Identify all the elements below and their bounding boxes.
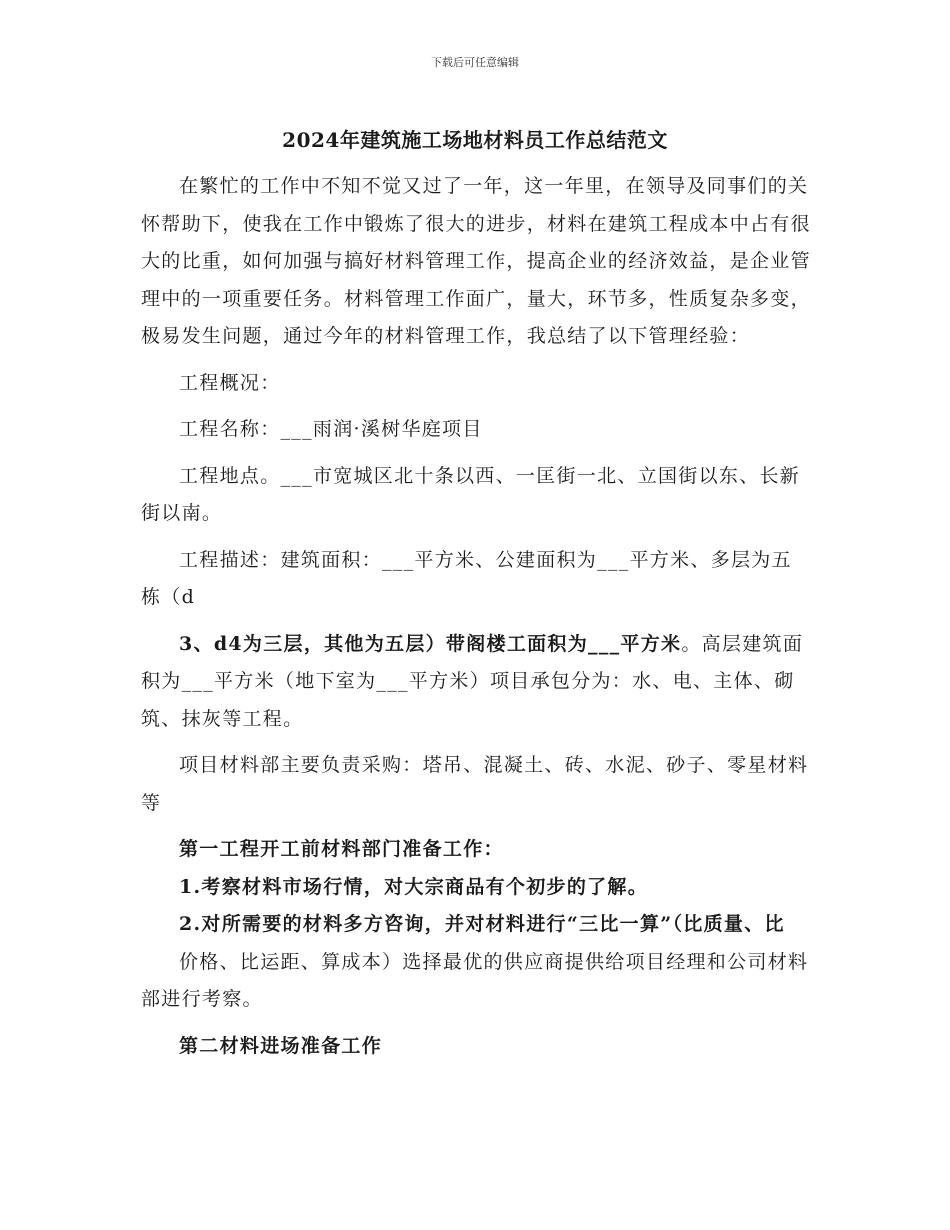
project-description-bold: 3、d4为三层，其他为五层）带阁楼工面积为___平方米	[179, 632, 682, 655]
list-item-2-continuation: 价格、比运距、算成本）选择最优的供应商提供给项目经理和公司材料部进行考察。	[141, 950, 809, 1010]
overview-heading: 工程概况：	[179, 371, 281, 394]
section2-heading: 第二材料进场准备工作	[179, 1034, 383, 1057]
document-title: 2024年建筑施工场地材料员工作总结范文	[282, 128, 668, 152]
section1-heading: 第一工程开工前材料部门准备工作：	[179, 838, 504, 860]
project-description-rest: 。高层建筑面积为___平方米（地下室为___平方米）项目承包分为：水、电、主体、砌筑、抹灰等工程。	[141, 632, 804, 730]
procurement-scope: 项目材料部主要负责采购：塔吊、混凝土、砖、水泥、砂子、零星材料等	[141, 754, 809, 814]
document-body	[141, 168, 811, 1065]
list-item-2: 2.对所需要的材料多方咨询，并对材料进行“三比一算”（比质量、比	[179, 913, 785, 935]
project-location: 工程地点。___市宽城区北十条以西、一匡街一北、立国街以东、长新街以南。	[141, 464, 801, 524]
project-description-line: 工程描述：建筑面积：___平方米、公建面积为___平方米、多层为五栋（d	[141, 548, 792, 608]
list-item-1: 1.考察材料市场行情，对大宗商品有个初步的了解。	[179, 875, 649, 898]
project-name: 工程名称：___雨润·溪树华庭项目	[179, 418, 483, 440]
page-header-note: 下载后可任意编辑	[431, 56, 519, 69]
intro-paragraph: 在繁忙的工作中不知不觉又过了一年，这一年里，在领导及同事们的关怀帮助下，使我在工作中锻炼了很大的进步，材料在建筑工程成本中占有很大的比重，如何加强与搞好材料管理工作，提高企业的经济效益，是企业管理中的一项重要任务。材料管理工作面广，量大，环节多，性质复杂多变，极易发生问题，通过今年的材料管理工作，我总结了以下管理经验：	[141, 175, 811, 347]
project-description	[141, 626, 811, 739]
